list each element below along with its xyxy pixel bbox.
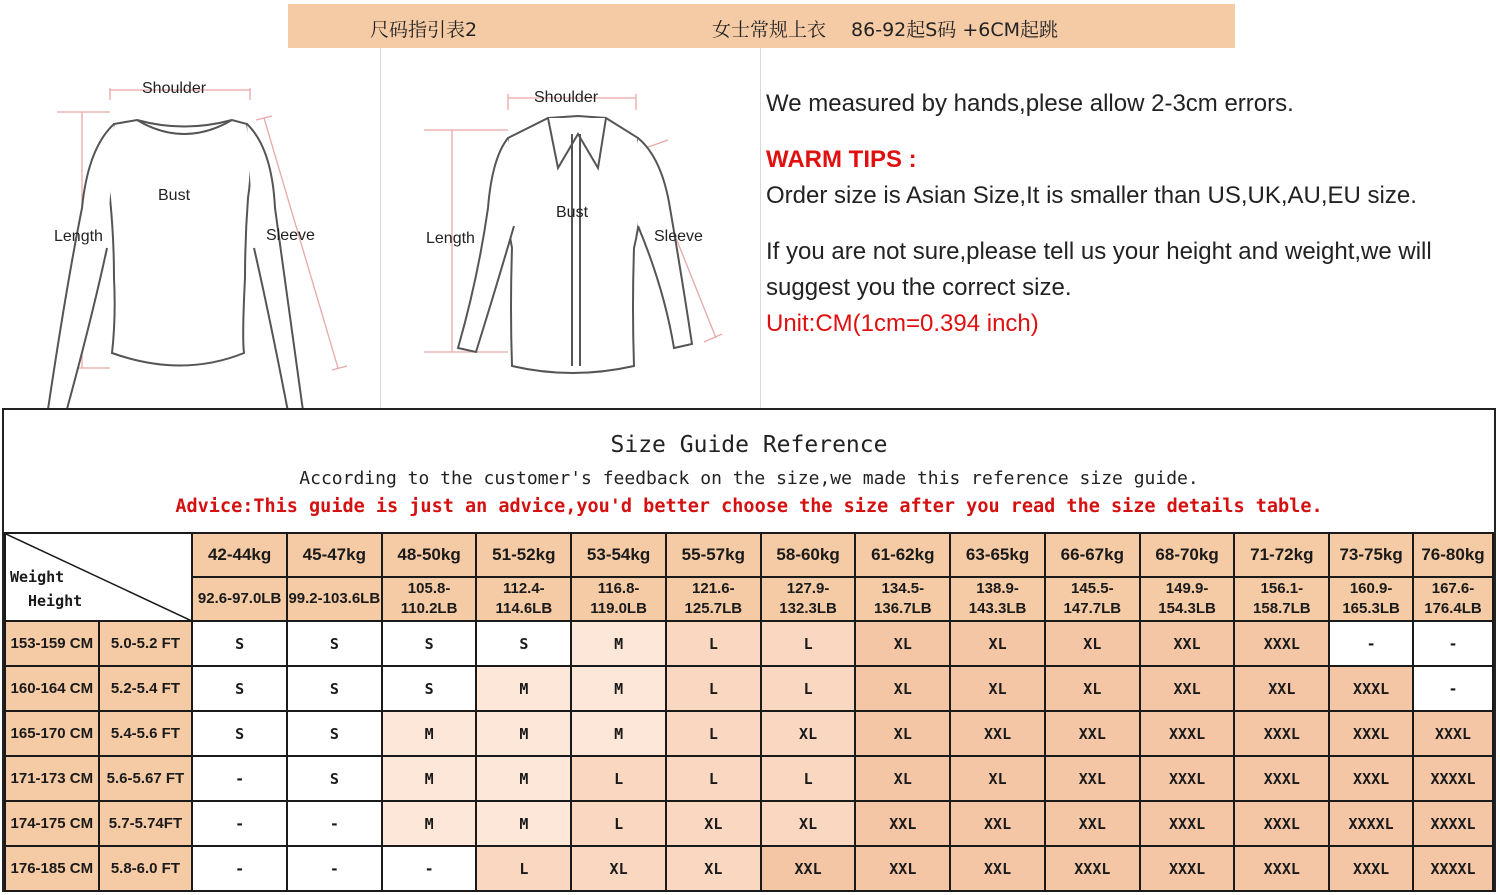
height-ft-cell: 5.8-6.0 FT bbox=[99, 846, 193, 891]
size-cell: XXXL bbox=[1140, 711, 1235, 756]
size-cell: S bbox=[287, 621, 382, 666]
size-cell: M bbox=[476, 711, 571, 756]
tshirt-diagram bbox=[2, 48, 381, 408]
weight-kg-header: 76-80kg bbox=[1413, 533, 1493, 577]
size-cell: XXXL bbox=[1045, 846, 1140, 891]
size-cell: XL bbox=[666, 846, 761, 891]
size-cell: XXXL bbox=[1329, 846, 1413, 891]
size-cell: XXL bbox=[1045, 711, 1140, 756]
size-cell: L bbox=[761, 621, 856, 666]
shirt-diagram bbox=[382, 48, 761, 408]
weight-lb-header: 127.9-132.3LB bbox=[761, 577, 856, 621]
size-cell: M bbox=[382, 756, 477, 801]
size-cell: XL bbox=[571, 846, 666, 891]
size-row bbox=[5, 756, 1493, 801]
suggest-size-note: If you are not sure,please tell us your height and weight,we will suggest you the correct size. bbox=[766, 238, 1432, 301]
height-cm-cell: 153-159 CM bbox=[5, 621, 99, 666]
weight-lb-header: 149.9-154.3LB bbox=[1140, 577, 1235, 621]
height-cm-cell: 174-175 CM bbox=[5, 801, 99, 846]
weight-lb-header: 99.2-103.6LB bbox=[287, 577, 382, 621]
size-cell: XL bbox=[761, 801, 856, 846]
sleeve-label: Sleeve bbox=[266, 227, 315, 244]
size-guide-title: Size Guide Reference bbox=[610, 432, 888, 458]
size-guide-advice: Advice:This guide is just an advice,you'd better choose the size after you read the size details table. bbox=[175, 496, 1323, 517]
size-cell: M bbox=[571, 666, 666, 711]
size-cell: L bbox=[571, 801, 666, 846]
size-cell: XXXL bbox=[1329, 756, 1413, 801]
size-cell: XXXL bbox=[1329, 711, 1413, 756]
weight-lb-header: 92.6-97.0LB bbox=[192, 577, 287, 621]
size-cell: XL bbox=[855, 666, 950, 711]
size-cell: XL bbox=[855, 621, 950, 666]
size-cell: S bbox=[287, 711, 382, 756]
size-cell: XXXXL bbox=[1413, 801, 1493, 846]
size-cell: XXXXL bbox=[1413, 756, 1493, 801]
size-cell: XXL bbox=[855, 801, 950, 846]
weight-lb-header: 112.4-114.6LB bbox=[476, 577, 571, 621]
bust-label: Bust bbox=[158, 187, 191, 204]
size-cell: S bbox=[287, 666, 382, 711]
size-cell: XXXL bbox=[1234, 711, 1329, 756]
height-ft-cell: 5.7-5.74FT bbox=[99, 801, 193, 846]
size-cell: L bbox=[666, 756, 761, 801]
size-cell: - bbox=[192, 756, 287, 801]
weight-lb-header: 167.6-176.4LB bbox=[1413, 577, 1493, 621]
size-cell: - bbox=[192, 846, 287, 891]
weight-kg-header: 71-72kg bbox=[1234, 533, 1329, 577]
weight-kg-header: 73-75kg bbox=[1329, 533, 1413, 577]
size-cell: XXL bbox=[1140, 621, 1235, 666]
size-cell: XL bbox=[1045, 621, 1140, 666]
size-cell: XXL bbox=[761, 846, 856, 891]
weight-height-corner bbox=[5, 533, 192, 621]
weight-kg-header: 48-50kg bbox=[382, 533, 477, 577]
weight-kg-header: 51-52kg bbox=[476, 533, 571, 577]
size-cell: M bbox=[571, 621, 666, 666]
size-guide-section bbox=[2, 408, 1496, 892]
size-cell: XXXL bbox=[1234, 756, 1329, 801]
size-cell: XL bbox=[950, 621, 1045, 666]
banner-chart-name: 尺码指引表2 bbox=[370, 19, 478, 41]
length-label: Length bbox=[426, 230, 475, 247]
sleeve-label: Sleeve bbox=[654, 228, 703, 245]
size-cell: S bbox=[192, 621, 287, 666]
height-ft-cell: 5.6-5.67 FT bbox=[99, 756, 193, 801]
size-cell: - bbox=[192, 801, 287, 846]
size-cell: XXL bbox=[855, 846, 950, 891]
height-cm-cell: 165-170 CM bbox=[5, 711, 99, 756]
weight-kg-header: 61-62kg bbox=[855, 533, 950, 577]
weight-kg-header: 58-60kg bbox=[761, 533, 856, 577]
size-cell: M bbox=[382, 711, 477, 756]
size-cell: - bbox=[287, 801, 382, 846]
size-cell: S bbox=[382, 621, 477, 666]
height-ft-cell: 5.2-5.4 FT bbox=[99, 666, 193, 711]
size-cell: XL bbox=[1045, 666, 1140, 711]
height-cm-cell: 176-185 CM bbox=[5, 846, 99, 891]
corner-weight-label: Weight bbox=[10, 568, 65, 586]
warm-tips-title: WARM TIPS : bbox=[766, 146, 917, 173]
weight-lb-header: 145.5-147.7LB bbox=[1045, 577, 1140, 621]
size-cell: M bbox=[382, 801, 477, 846]
shoulder-label: Shoulder bbox=[534, 89, 599, 106]
weight-lb-header: 105.8-110.2LB bbox=[382, 577, 477, 621]
size-cell: S bbox=[476, 621, 571, 666]
weight-lb-header: 138.9-143.3LB bbox=[950, 577, 1045, 621]
size-cell: L bbox=[761, 756, 856, 801]
length-label: Length bbox=[54, 228, 103, 245]
size-cell: XXL bbox=[950, 711, 1045, 756]
measurement-note: We measured by hands,plese allow 2-3cm errors. bbox=[766, 90, 1294, 117]
size-cell: M bbox=[571, 711, 666, 756]
banner-description: 女士常规上衣 86-92起S码 +6CM起跳 bbox=[712, 19, 1059, 41]
weight-lb-header: 116.8-119.0LB bbox=[571, 577, 666, 621]
weight-kg-header: 68-70kg bbox=[1140, 533, 1235, 577]
weight-lb-header: 134.5-136.7LB bbox=[855, 577, 950, 621]
weight-lb-header: 160.9-165.3LB bbox=[1329, 577, 1413, 621]
unit-note: Unit:CM(1cm=0.394 inch) bbox=[766, 310, 1039, 337]
weight-kg-header: 55-57kg bbox=[666, 533, 761, 577]
size-row bbox=[5, 711, 1493, 756]
weight-lb-header: 156.1-158.7LB bbox=[1234, 577, 1329, 621]
size-cell: L bbox=[571, 756, 666, 801]
size-cell: XXXL bbox=[1140, 756, 1235, 801]
size-cell: XL bbox=[761, 711, 856, 756]
size-cell: S bbox=[382, 666, 477, 711]
size-cell: L bbox=[761, 666, 856, 711]
corner-height-label: Height bbox=[28, 592, 83, 610]
measurement-section bbox=[0, 48, 1500, 410]
size-cell: XXXXL bbox=[1329, 801, 1413, 846]
size-cell: XXL bbox=[1234, 666, 1329, 711]
size-guide-subtitle: According to the customer's feedback on the size,we made this reference size guide. bbox=[299, 468, 1199, 489]
height-ft-cell: 5.0-5.2 FT bbox=[99, 621, 193, 666]
size-cell: - bbox=[1413, 666, 1493, 711]
size-cell: XL bbox=[666, 801, 761, 846]
size-cell: XXL bbox=[1140, 666, 1235, 711]
height-ft-cell: 5.4-5.6 FT bbox=[99, 711, 193, 756]
size-cell: L bbox=[666, 666, 761, 711]
size-cell: XL bbox=[950, 756, 1045, 801]
weight-kg-header: 63-65kg bbox=[950, 533, 1045, 577]
size-cell: S bbox=[192, 666, 287, 711]
size-cell: XXL bbox=[1045, 756, 1140, 801]
size-cell: L bbox=[476, 846, 571, 891]
weight-kg-header: 53-54kg bbox=[571, 533, 666, 577]
size-guide-table bbox=[4, 532, 1494, 892]
size-row bbox=[5, 666, 1493, 711]
size-cell: S bbox=[192, 711, 287, 756]
size-cell: XL bbox=[855, 756, 950, 801]
size-cell: XXXL bbox=[1234, 621, 1329, 666]
size-row bbox=[5, 846, 1493, 891]
size-cell: - bbox=[1329, 621, 1413, 666]
size-cell: XXL bbox=[1045, 801, 1140, 846]
height-cm-cell: 160-164 CM bbox=[5, 666, 99, 711]
size-cell: XXXXL bbox=[1413, 846, 1493, 891]
weight-kg-header: 45-47kg bbox=[287, 533, 382, 577]
size-row bbox=[5, 801, 1493, 846]
size-cell: XXXL bbox=[1234, 801, 1329, 846]
size-cell: S bbox=[287, 756, 382, 801]
height-cm-cell: 171-173 CM bbox=[5, 756, 99, 801]
size-cell: XXXL bbox=[1329, 666, 1413, 711]
bust-label: Bust bbox=[556, 204, 589, 221]
size-row bbox=[5, 621, 1493, 666]
size-cell: XL bbox=[950, 666, 1045, 711]
size-cell: - bbox=[382, 846, 477, 891]
size-cell: XXXL bbox=[1413, 711, 1493, 756]
size-cell: M bbox=[476, 666, 571, 711]
size-cell: L bbox=[666, 621, 761, 666]
asian-size-note: Order size is Asian Size,It is smaller than US,UK,AU,EU size. bbox=[766, 182, 1417, 209]
size-cell: XXXL bbox=[1234, 846, 1329, 891]
weight-kg-header: 66-67kg bbox=[1045, 533, 1140, 577]
size-cell: M bbox=[476, 801, 571, 846]
size-notes bbox=[766, 86, 1496, 342]
size-cell: - bbox=[1413, 621, 1493, 666]
size-cell: - bbox=[287, 846, 382, 891]
shoulder-label: Shoulder bbox=[142, 80, 207, 97]
weight-kg-header: 42-44kg bbox=[192, 533, 287, 577]
size-cell: XXL bbox=[950, 846, 1045, 891]
size-cell: XXL bbox=[950, 801, 1045, 846]
size-cell: XL bbox=[855, 711, 950, 756]
size-cell: XXXL bbox=[1140, 801, 1235, 846]
size-cell: M bbox=[476, 756, 571, 801]
size-cell: XXXL bbox=[1140, 846, 1235, 891]
weight-lb-header: 121.6-125.7LB bbox=[666, 577, 761, 621]
size-cell: L bbox=[666, 711, 761, 756]
top-banner bbox=[288, 4, 1235, 48]
